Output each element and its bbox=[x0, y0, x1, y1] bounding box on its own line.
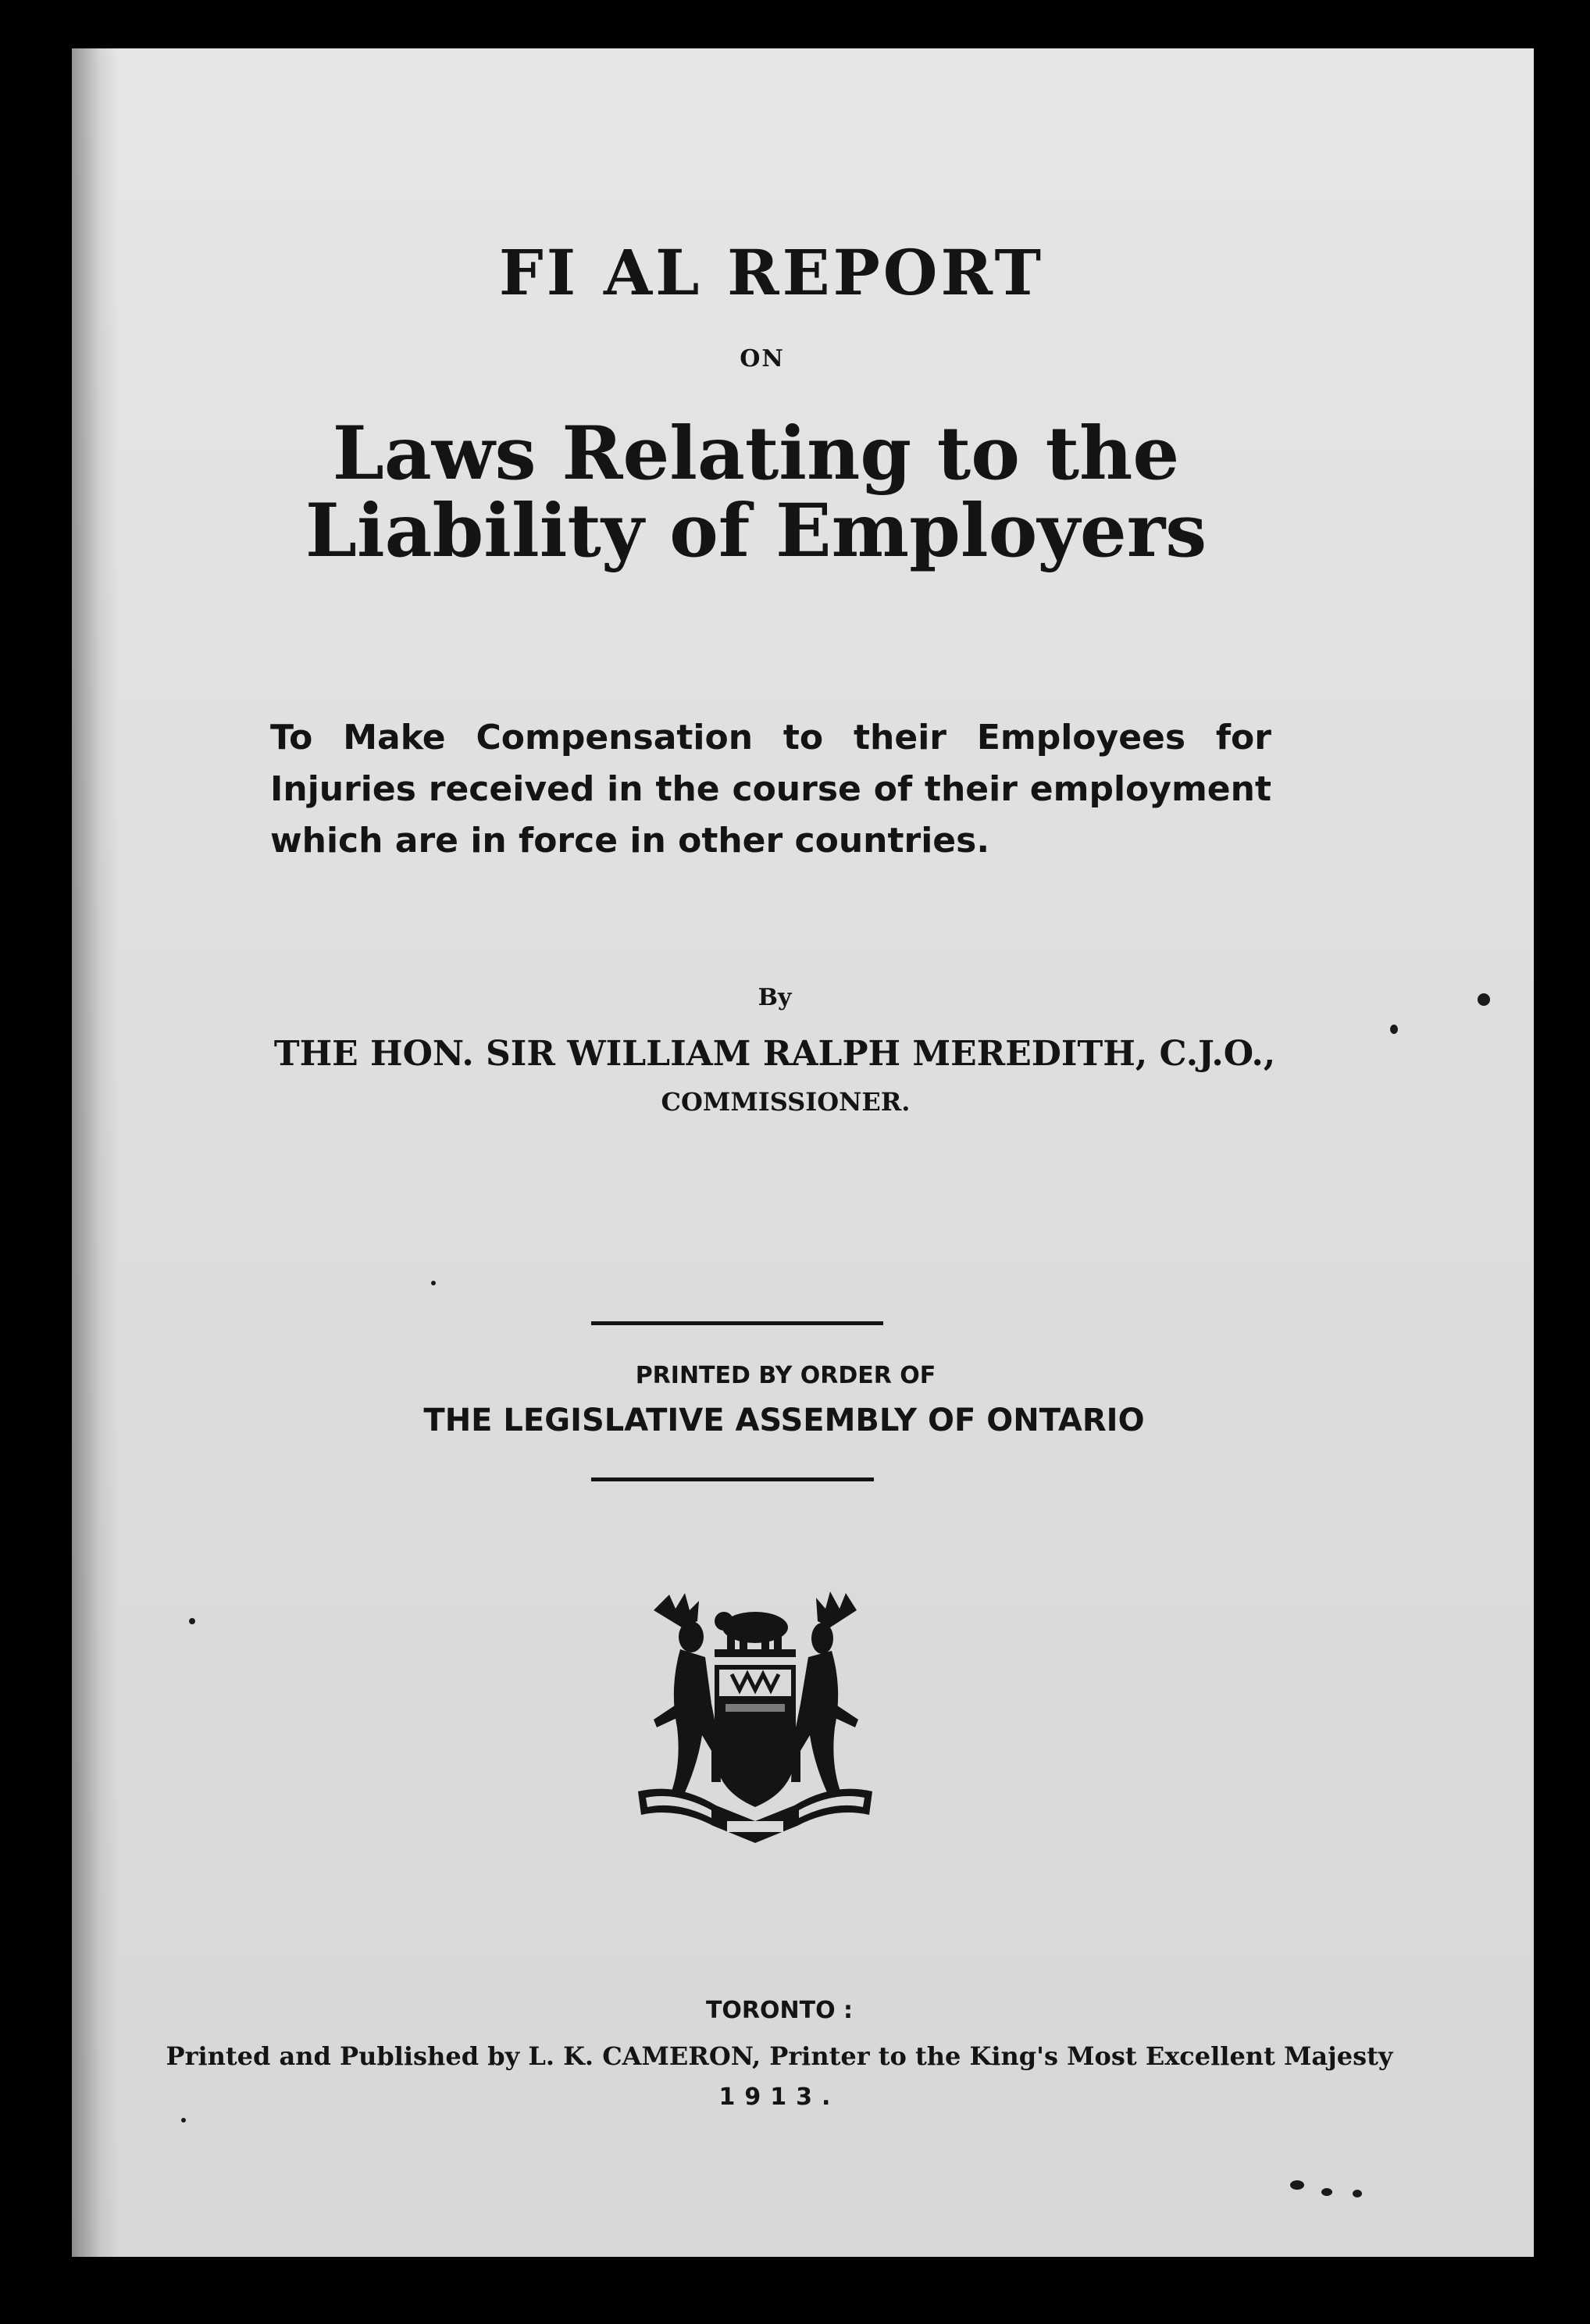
scan-speck bbox=[1290, 2180, 1304, 2190]
scan-speck bbox=[1390, 1025, 1398, 1034]
printed-by-label: PRINTED BY ORDER OF bbox=[635, 1362, 936, 1389]
author-role: COMMISSIONER. bbox=[661, 1087, 911, 1117]
publisher-line: Printed and Published by L. K. CAMERON, Printer to the King's Most Excellent Majesty bbox=[166, 2041, 1393, 2071]
main-title bbox=[72, 411, 1487, 574]
scan-speck bbox=[1353, 2190, 1362, 2197]
report-heading: FI AL REPORT bbox=[498, 236, 1045, 309]
scan-speck bbox=[181, 2118, 186, 2123]
publication-city: TORONTO : bbox=[705, 1997, 854, 2024]
main-title-line-2: Liability of Employers bbox=[305, 487, 1207, 574]
author-name: THE HON. SIR WILLIAM RALPH MEREDITH, C.J.O., bbox=[273, 1034, 1276, 1074]
publication-year: 1913. bbox=[718, 2083, 840, 2111]
scan-speck bbox=[1321, 2188, 1332, 2196]
scan-speck bbox=[431, 1281, 436, 1285]
scan-speck bbox=[1478, 993, 1490, 1006]
on-label: ON bbox=[740, 345, 785, 372]
assembly-name: THE LEGISLATIVE ASSEMBLY OF ONTARIO bbox=[423, 1403, 1145, 1438]
subtitle-paragraph: To Make Compensation to their Employees for Injuries received in the course of their employment which are in force in other countries. bbox=[270, 718, 1271, 861]
scan-speck bbox=[189, 1618, 195, 1624]
divider-rule-bottom bbox=[591, 1477, 874, 1481]
main-title-line-1: Laws Relating to the bbox=[332, 411, 1180, 497]
document-page bbox=[72, 48, 1534, 2257]
ontario-coat-of-arms-icon bbox=[630, 1587, 880, 1852]
divider-rule-top bbox=[591, 1321, 883, 1325]
page-edge-shadow bbox=[72, 48, 119, 2257]
by-label: By bbox=[758, 984, 792, 1011]
